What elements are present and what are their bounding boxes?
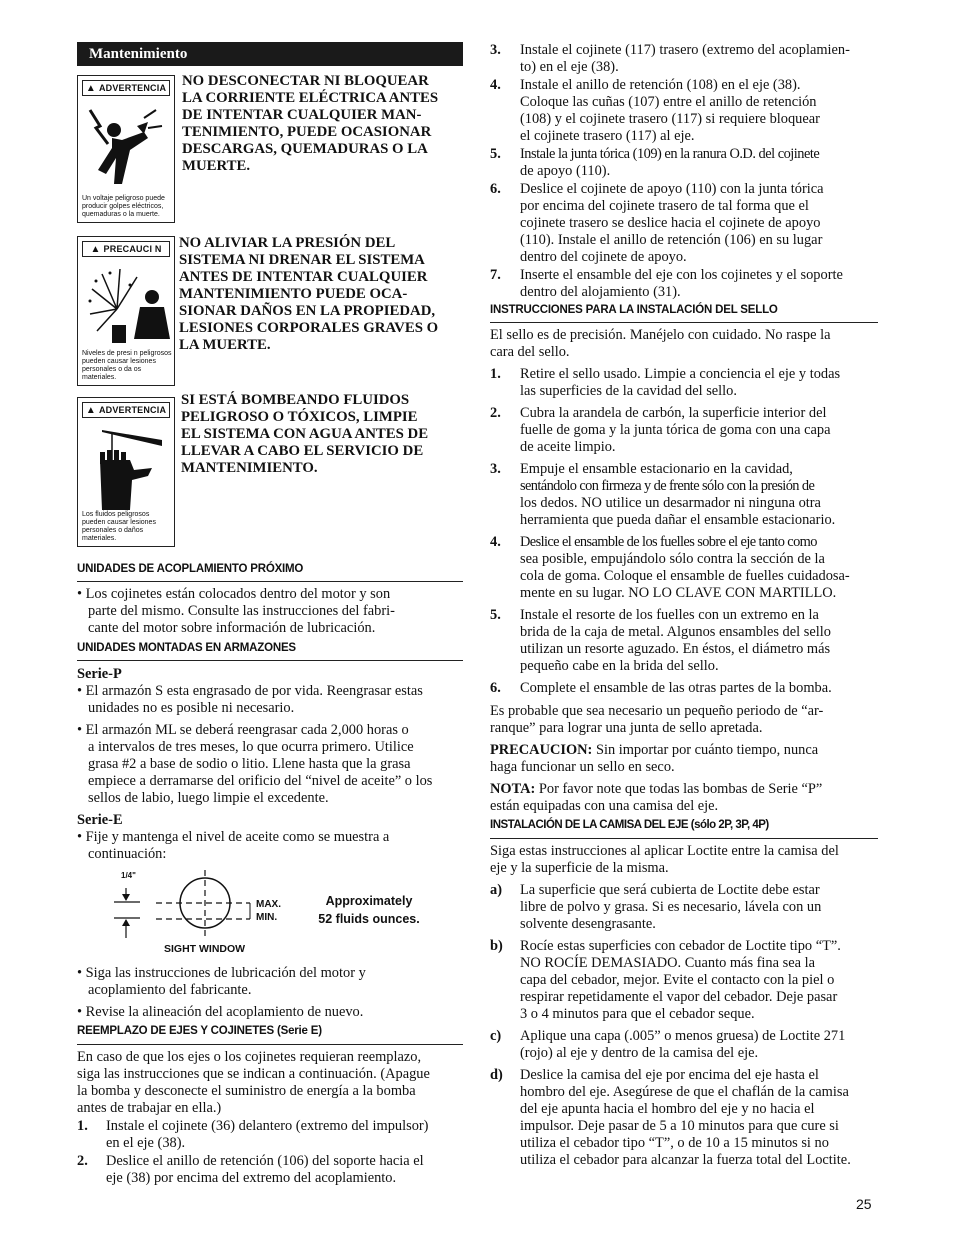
precaucion-label: PRECAUCION:	[490, 742, 593, 758]
step-5: 5. Instale la junta tórica (109) en la ranura O.D. del cojinete de apoyo (110).	[490, 146, 820, 179]
step-7: 7. Inserte el ensamble del eje con los cojinetes y el soporte dentro del alojamiento (31).	[490, 267, 843, 300]
seal-step-6: 6. Complete el ensamble de las otras partes de la bomba.	[490, 680, 832, 696]
paragraph-nota: NOTA: Por favor note que todas las bombas de Serie “P” están equipadas con una camisa del eje.	[490, 781, 823, 814]
paragraph-seal-intro: El sello es de precisión. Manéjelo con cuidado. No raspe la cara del sello.	[490, 327, 831, 360]
bullet-close-coupled: • Los cojinetes están colocados dentro del motor y son parte del mismo. Consulte las instrucciones del fabri- cante del motor sobre información de lubricación.	[77, 586, 395, 636]
warning-text-electric: NO DESCONECTAR NI BLOQUEAR LA CORRIENTE ELÉCTRICA ANTES DE INTENTAR CUALQUIER MAN- TENIMIENTO, PUEDE OCASIONAR DESCARGAS, QUEMADURAS O LA MUERTE.	[182, 73, 439, 174]
warning-label: ▲ ADVERTENCIA	[82, 402, 170, 418]
warning-caption: Los fluidos peligrosos pueden causar lesiones personales o daños materiales.	[82, 511, 156, 542]
sleeve-steps	[490, 882, 878, 1169]
heading-frame-mounted: UNIDADES MONTADAS EN ARMAZONES	[77, 642, 463, 661]
heading-shaft-bearing: REEMPLAZO DE EJES Y COJINETES (Serie E)	[77, 1025, 463, 1045]
electric-shock-icon	[82, 98, 172, 188]
approx-label: Approximately 52 fluids ounces.	[318, 894, 420, 926]
seal-step-1: 1. Retire el sello usado. Limpie a conciencia el eje y todas las superficies de la cavidad del sello.	[490, 366, 841, 399]
quarter-inch-label: 1/4"	[121, 871, 136, 880]
nota-label: NOTA:	[490, 781, 536, 797]
sleeve-step-b: b) Rocíe estas superficies con cebador de Loctite tipo “T”. NO ROCÍE DEMASIADO. Cuanto más fina sea la capa del cebador, mejor. Evite el contacto con la piel o respirar repetidamente el vapor del cebador. Deje pasar 3 o 4 minutos para que el cebador seque.	[490, 938, 841, 1022]
step-1: 1. Instale el cojinete (36) delantero (extremo del impulsor) en el eje (38).	[77, 1118, 429, 1151]
sight-window-label: SIGHT WINDOW	[164, 943, 246, 955]
heading-shaft-sleeve: INSTALACIÓN DE LA CAMISA DEL EJE (sólo 2P, 3P, 4P)	[490, 819, 878, 839]
min-label: MIN.	[256, 912, 278, 923]
paragraph-shaft-bearing: En caso de que los ejes o los cojinetes requieran reemplazo, siga las instrucciones que se indican a continuación. (Apague la bomba y desconecte el suministro de energía a la bomba antes de trabajar en ella.)	[77, 1049, 430, 1116]
section-title: Mantenimiento	[77, 42, 463, 66]
warning-label: ▲ ADVERTENCIA	[82, 80, 170, 96]
serie-e-label: Serie-E	[77, 812, 123, 828]
caution-label: ▲ PRECAUCI N	[82, 241, 170, 257]
warning-box-pressure	[77, 236, 175, 386]
seal-step-5: 5. Instale el resorte de los fuelles con un extremo en la brida de la caja de metal. Algunos ensambles del sello utilizan un resorte aguzado. En éstos, el diámetro más pequeño cabe en la brida del sello.	[490, 607, 831, 674]
heading-seal-install: INSTRUCCIONES PARA LA INSTALACIÓN DEL SELLO	[490, 304, 878, 323]
step-3: 3. Instale el cojinete (117) trasero (extremo del acoplamien- to) en el eje (38).	[490, 42, 850, 75]
paragraph-break-in: Es probable que sea necesario un pequeño periodo de “ar- ranque” para lograr una junta de sello apretada.	[490, 703, 824, 736]
seal-step-4: 4. Deslice el ensamble de los fuelles sobre el eje tanto como sea posible, empujándolo sólo contra la sección de la cola de goma. Coloque el ensamble de fuelles cuidadosa- mente en su lugar. NO LO CLAVE CON MARTILLO.	[490, 534, 850, 601]
paragraph-precaucion: PRECAUCION: Sin importar por cuánto tiempo, nunca haga funcionar un sello en seco.	[490, 742, 819, 775]
warning-box-electric	[77, 75, 175, 223]
right-steps	[490, 42, 878, 301]
step-4: 4. Instale el anillo de retención (108) en el eje (38). Coloque las cuñas (107) entre el anillo de retención (108) y el cojinete trasero (117) si requiere bloquear el cojinete trasero (117) al eje.	[490, 77, 820, 144]
sleeve-step-a: a) La superficie que será cubierta de Loctite debe estar libre de polvo y grasa. Si es necesario, lávela con un solvente desengrasante.	[490, 882, 822, 932]
serie-p-label: Serie-P	[77, 666, 122, 682]
paragraph-sleeve-intro: Siga estas instrucciones al aplicar Loctite entre la camisa del eje y la superficie de la misma.	[490, 843, 839, 876]
bullet-serie-e-3: • Revise la alineación del acoplamiento de nuevo.	[77, 1004, 364, 1020]
warning-caption: Un voltaje peligroso puede producir golpes eléctricos, quemaduras o la muerte.	[82, 195, 165, 218]
seal-step-3: 3. Empuje el ensamble estacionario en la cavidad, sentándolo con firmeza y de frente sólo con la presión de los dedos. NO utilice un desarmador ni ninguna otra herramienta que pueda dañar el ensamble estacionario.	[490, 461, 836, 528]
bullet-serie-e-2: • Siga las instrucciones de lubricación del motor y acoplamiento del fabricante.	[77, 965, 366, 998]
caution-caption: Niveles de presi n peligrosos pueden causar lesiones personales o da os materiales.	[82, 350, 172, 381]
bullet-serie-p-1: • El armazón S esta engrasado de por vida. Reengrasar estas unidades no es posible ni necesario.	[77, 683, 423, 716]
warning-text-fluid: SI ESTÁ BOMBEANDO FLUIDOS PELIGROSO O TÓXICOS, LIMPIE EL SISTEMA CON AGUA ANTES DE LLEVAR A CABO EL SERVICIO DE MANTENIMIENTO.	[181, 392, 429, 476]
bullet-serie-e-1: • Fije y mantenga el nivel de aceite como se muestra a continuación:	[77, 829, 390, 862]
pressure-explosion-icon	[82, 259, 172, 349]
page-number: 25	[856, 1196, 872, 1212]
warning-box-fluid	[77, 397, 175, 547]
seal-step-2: 2. Cubra la arandela de carbón, la superficie interior del fuelle de goma y la junta tórica de goma con una capa de aceite limpio.	[490, 405, 831, 455]
warning-text-pressure: NO ALIVIAR LA PRESIÓN DEL SISTEMA NI DRENAR EL SISTEMA ANTES DE INTENTAR CUALQUIER MANTENIMIENTO PUEDE OCA- SIONAR DAÑOS EN LA PROPIEDAD, LESIONES CORPORALES GRAVES O LA MUERTE.	[179, 235, 439, 353]
seal-steps	[490, 366, 878, 697]
max-label: MAX.	[256, 899, 281, 910]
bullet-serie-p-2: • El armazón ML se deberá reengrasar cada 2,000 horas o a intervalos de tres meses, lo que ocurra primero. Utilice grasa #2 a base de sodio o litio. Llene hasta que la grasa empiece a derramarse del orificio del “nivel de aceite” o los sellos de labio, luego limpie el excedente.	[77, 722, 433, 806]
step-6: 6. Deslice el cojinete de apoyo (110) con la junta tórica por encima del cojinete trasero de tal forma que el cojinete trasero se deslice hacia el cojinete de apoyo (110). Instale el anillo de retención (106) en su lugar dentro del cojinete de apoyo.	[490, 181, 824, 265]
hazardous-fluid-hand-icon	[82, 420, 172, 510]
sleeve-step-c: c) Aplique una capa (.005” o menos gruesa) de Loctite 271 (rojo) al eje y dentro de la camisa del eje.	[490, 1028, 846, 1061]
step-2: 2. Deslice el anillo de retención (106) del soporte hacia el eje (38) por encima del extremo del acoplamiento.	[77, 1153, 424, 1186]
sleeve-step-d: d) Deslice la camisa del eje por encima del eje hasta el hombro del eje. Asegúrese de que el chaflán de la camisa del eje apunta hacia el hombro del eje y no hacia el impulsor. Deje pasar de 5 a 10 minutos para que cure si utiliza el cebador tipo “T”, o de 10 a 15 minutos si no utiliza el cebador para alcanzar la fuerza total del Loctite.	[490, 1067, 851, 1168]
heading-close-coupled: UNIDADES DE ACOPLAMIENTO PRÓXIMO	[77, 563, 463, 582]
